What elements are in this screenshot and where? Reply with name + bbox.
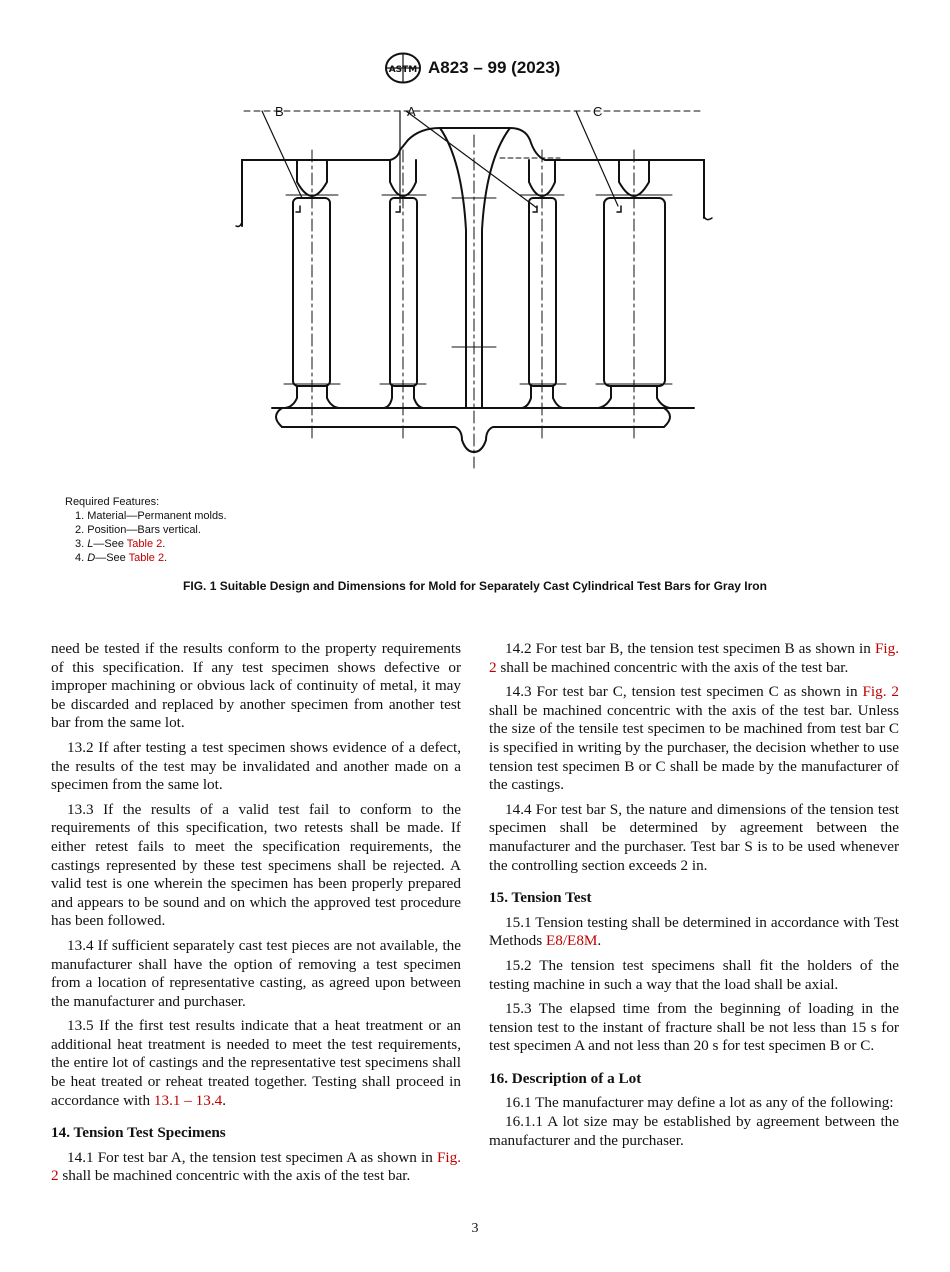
- right-column: [489, 640, 899, 1156]
- section-16-heading: 16. Description of a Lot: [489, 1069, 642, 1087]
- page-number: 3: [471, 1221, 479, 1236]
- mold-diagram: [230, 96, 720, 476]
- note-item-2: 2. Position—Bars vertical.: [75, 524, 201, 536]
- notes-title: Required Features:: [65, 496, 160, 508]
- paragraph-14-2: 14.2 For test bar B, the tension test specimen B as shown in Fig. 2 shall be machined concentric with the axis of the test bar.: [489, 640, 899, 676]
- paragraph-13-5: 13.5 If the first test results indicate that a heat treatment or an additional heat treatment is needed to meet the test requirements, the entire lot of castings and the representative test specimens shall be heat treated or reheat treated together. Testing shall proceed in accordance with 13.1 – 13.4.: [51, 1017, 461, 1109]
- table-2-link[interactable]: Table 2: [128, 552, 165, 564]
- e8-e8m-link[interactable]: E8/E8M: [545, 932, 598, 950]
- paragraph-14-3: 14.3 For test bar C, tension test specimen C as shown in Fig. 2 shall be machined concentric with the axis of the test bar. Unless the size of the tensile test specimen to be machined from test bar C is specified in writing by the purchaser, the decision whether to use tension test specimen B or C shall be made by the manufacturer of the castings.: [489, 683, 900, 794]
- paragraph-continued: need be tested if the results conform to the property requirements of this specification. If any test specimen shows defective or improper machining or obvious lack of continuity of metal, it may be discarded and replaced by another specimen from another test bar from the same lot.: [51, 640, 461, 732]
- mold-top-frame: [242, 128, 704, 226]
- fig-2-link[interactable]: Fig. 2: [489, 640, 899, 676]
- callout-a-label: A: [407, 104, 416, 119]
- figure-caption: FIG. 1 Suitable Design and Dimensions for Mold for Separately Cast Cylindrical Test Bars for Gray Iron: [183, 579, 767, 593]
- section-15-heading: 15. Tension Test: [489, 889, 592, 907]
- paragraph-13-4: 13.4 If sufficient separately cast test pieces are not available, the manufacturer shall have the option of removing a test specimen from a location of representative casting, as agreed upon between the manufacturer and purchaser.: [51, 936, 461, 1010]
- fig-2-link[interactable]: Fig. 2: [51, 1148, 461, 1185]
- paragraph-15-2: 15.2 The tension test specimens shall fit the holders of the testing machine in such a way that the load shall be axial.: [489, 956, 899, 993]
- astm-logo: [384, 52, 422, 84]
- sprue-left-wall: [440, 128, 466, 407]
- callout-b-label: B: [275, 104, 284, 119]
- note-item-1: 1. Material—Permanent molds.: [75, 510, 227, 522]
- paragraph-14-1: 14.1 For test bar A, the tension test specimen A as shown in Fig. 2 shall be machined concentric with the axis of the test bar.: [51, 1148, 461, 1185]
- document-designation: A823 – 99 (2023): [428, 58, 561, 77]
- paragraph-15-1: 15.1 Tension testing shall be determined in accordance with Test Methods E8/E8M.: [489, 913, 899, 950]
- note-variable-d: D: [87, 552, 96, 564]
- figure-notes: [65, 495, 227, 565]
- section-13-1-13-4-link[interactable]: 13.1 – 13.4: [153, 1091, 223, 1109]
- left-column: [51, 640, 461, 1192]
- logo-lettering: ASTM: [388, 65, 418, 75]
- callout-c-label: C: [593, 104, 603, 119]
- table-2-link[interactable]: Table 2: [126, 538, 163, 550]
- page-header: [0, 52, 950, 86]
- section-14-heading: 14. Tension Test Specimens: [51, 1124, 226, 1142]
- note-variable-l: L: [87, 538, 94, 550]
- paragraph-13-3: 13.3 If the results of a valid test fail to conform to the requirements of this specification, two retests shall be made. If either retest fails to meet the specification requirements, the castings represented by these test specimens shall be rejected. A valid test is one wherein the specimen has been properly prepared and appears to be sound and on which the approved test procedure has been followed.: [51, 800, 461, 930]
- bar-centerlines: [312, 150, 634, 440]
- note-item-4: 4. D—See Table 2.: [75, 552, 168, 564]
- paragraph-13-2: 13.2 If after testing a test specimen shows evidence of a defect, the results of the test may be invalidated and another made on a specimen from the same lot.: [51, 738, 461, 794]
- dimension-ticks: [284, 158, 672, 384]
- fig-2-link[interactable]: Fig. 2: [862, 683, 900, 701]
- runner-bottom: [276, 408, 670, 452]
- paragraph-14-4: 14.4 For test bar S, the nature and dimensions of the tension test specimen shall be determined by agreement between the manufacturer and the purchaser. Test bar S is to be used whenever the controlling section exceeds 2 in.: [489, 800, 899, 874]
- paragraph-16-1: 16.1 The manufacturer may define a lot as any of the following:: [505, 1094, 894, 1112]
- note-item-3: 3. L—See Table 2.: [75, 538, 166, 550]
- paragraph-15-3: 15.3 The elapsed time from the beginning of loading in the tension test to the instant of fracture shall be not less than 15 s for test specimen A and not less than 20 s for test specimen B or C.: [489, 1000, 899, 1055]
- paragraph-16-1-1: 16.1.1 A lot size may be established by agreement between the manufacturer and the purchaser.: [489, 1113, 899, 1149]
